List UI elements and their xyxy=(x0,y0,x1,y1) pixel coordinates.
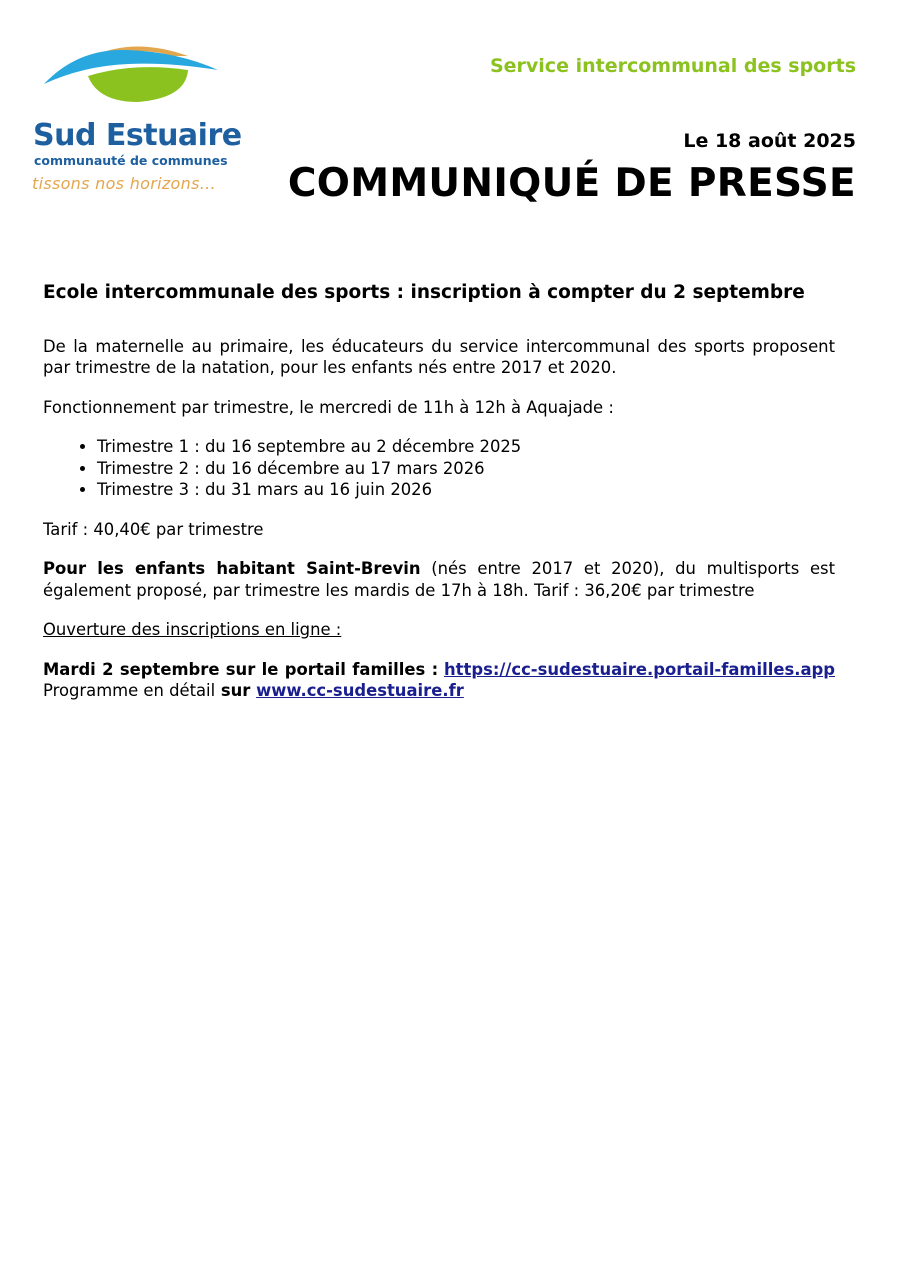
portal-label: Mardi 2 septembre sur le portail familles : xyxy=(43,659,439,679)
trimester-list xyxy=(43,436,835,501)
logo-subtitle: communauté de communes xyxy=(34,153,228,168)
intro-paragraph: De la maternelle au primaire, les éducateurs du service intercommunal des sports proposent par trimestre de la natation, pour les enfants nés entre 2017 et 2020. xyxy=(43,336,835,377)
service-name: Service intercommunal des sports xyxy=(489,55,856,77)
website-link[interactable]: www.cc-sudestuaire.fr xyxy=(256,681,464,700)
list-item: • Trimestre 3 : du 31 mars au 16 juin 2026 xyxy=(97,479,835,501)
programme-label: Programme en détail xyxy=(43,681,216,700)
logo-emblem-icon xyxy=(38,40,228,110)
tarif-text: Tarif : 40,40€ par trimestre xyxy=(43,519,264,539)
headline: Ecole intercommunale des sports : inscription à compter du 2 septembre xyxy=(43,282,805,303)
page-title: COMMUNIQUÉ DE PRESSE xyxy=(287,161,856,206)
brevin-bold: Pour les enfants habitant Saint-Brevin xyxy=(43,559,421,578)
list-item: • Trimestre 2 : du 16 décembre au 17 mars 2026 xyxy=(97,458,835,480)
portal-line xyxy=(43,659,835,681)
logo xyxy=(30,40,240,200)
list-item: • Trimestre 1 : du 16 septembre au 2 décembre 2025 xyxy=(97,436,835,458)
registration-heading: Ouverture des inscriptions en ligne : xyxy=(43,620,342,639)
press-date: Le 18 août 2025 xyxy=(683,130,856,152)
brevin-text: (nés entre 2017 et 2020), du multisports est également proposé, par trimestre les mardis de 17h à 18h. Tarif : 36,20€ par trimestre xyxy=(43,559,841,600)
press-release-body xyxy=(43,282,841,702)
programme-line xyxy=(43,680,835,702)
programme-sur: sur xyxy=(215,681,257,700)
logo-name: Sud Estuaire xyxy=(33,118,242,153)
logo-tagline: tissons nos horizons... xyxy=(32,174,216,193)
portal-link[interactable]: https://cc-sudestuaire.portail-familles.app xyxy=(444,659,835,679)
schedule-intro: Fonctionnement par trimestre, le mercredi de 11h à 12h à Aquajade : xyxy=(43,397,614,417)
brevin-paragraph xyxy=(43,558,841,601)
